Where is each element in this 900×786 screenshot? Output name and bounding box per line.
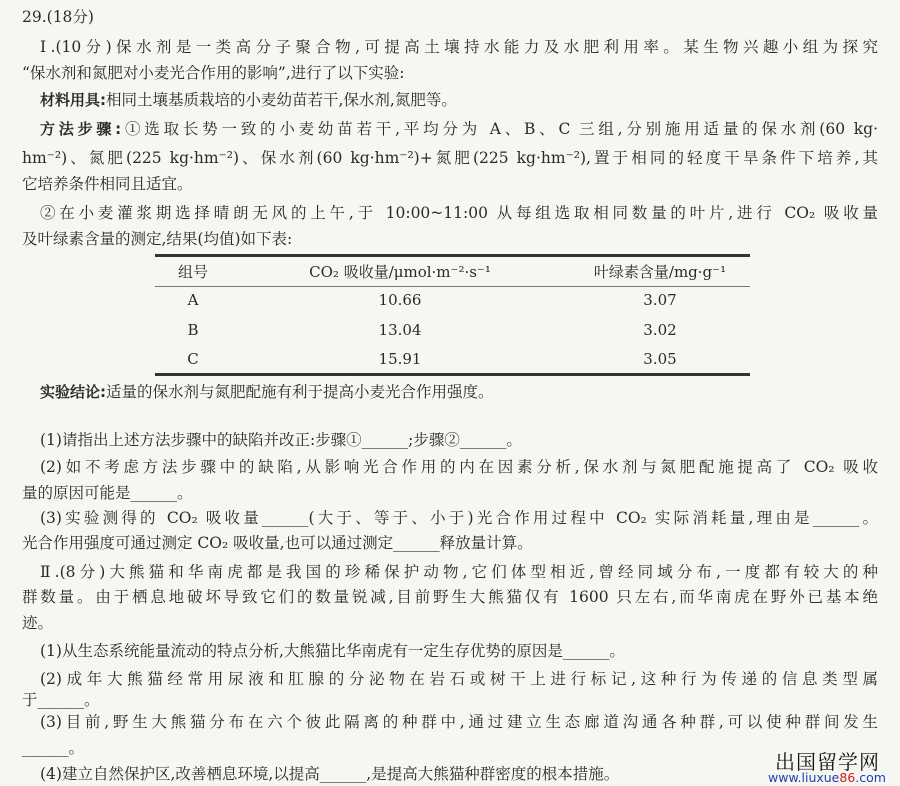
table-cell: 15.91: [378, 350, 422, 368]
part1-intro-cont: “保水剂和氮肥对小麦光合作用的影响”,进行了以下实验:: [22, 64, 405, 82]
table-cell: 13.04: [378, 321, 422, 339]
method-step2-cont: 及叶绿素含量的测定,结果(均值)如下表:: [22, 230, 293, 248]
part1-question-3-cont: 光合作用强度可通过测定 CO₂ 吸收量,也可以通过测定______释放量计算。: [22, 534, 533, 552]
table-header: 组号: [177, 263, 209, 281]
method-label: 方法步骤:: [40, 120, 122, 138]
table-top-rule: [155, 254, 750, 257]
table-cell: 10.66: [378, 291, 422, 309]
watermark-url-c: .com: [855, 770, 886, 785]
part1-question-2-cont: 量的原因可能是______。: [22, 484, 193, 502]
materials-label: 材料用具:: [40, 91, 106, 109]
materials-text: 相同土壤基质栽培的小麦幼苗若干,保水剂,氮肥等。: [106, 91, 457, 109]
part2-question-2-cont: 于______。: [22, 691, 100, 709]
method-step1-cont: hm⁻²)、氮肥(225 kg·hm⁻²)、保水剂(60 kg·hm⁻²)+氮肥(225 kg·hm⁻²),置于相同的轻度干旱条件下培养,其: [22, 149, 878, 167]
table-cell: A: [187, 291, 199, 309]
table-cell: 3.05: [643, 350, 677, 368]
watermark-url-b: 86: [839, 770, 856, 785]
table-cell: B: [187, 321, 199, 339]
method-step1-end: 它培养条件相同且适宜。: [22, 175, 193, 193]
method-text: ①选取长势一致的小麦幼苗若干,平均分为 A、B、C 三组,分别施用适量的保水剂(60 kg·: [121, 120, 878, 138]
table-cell: 3.02: [643, 321, 677, 339]
part2-question-3-cont: ______。: [22, 739, 85, 757]
table-cell: 3.07: [643, 291, 677, 309]
part1-question-3: (3)实验测得的 CO₂ 吸收量______(大于、等于、小于)光合作用过程中 CO₂ 实际消耗量,理由是______。: [40, 509, 878, 527]
watermark-url: [768, 770, 886, 785]
method-step1: [40, 118, 878, 140]
part1-intro: Ⅰ.(10分)保水剂是一类高分子聚合物,可提高土壤持水能力及水肥利用率。某生物兴趣小组为探究: [40, 38, 878, 56]
method-step2: ②在小麦灌浆期选择晴朗无风的上午,于 10:00~11:00 从每组选取相同数量的叶片,进行 CO₂ 吸收量: [40, 204, 878, 222]
results-table: [155, 254, 750, 376]
conclusion-text: 适量的保水剂与氮肥配施有利于提高小麦光合作用强度。: [106, 383, 494, 401]
part1-question-2: (2)如不考虑方法步骤中的缺陷,从影响光合作用的内在因素分析,保水剂与氮肥配施提高了 CO₂ 吸收: [40, 458, 878, 476]
table-cell: C: [187, 350, 199, 368]
part2-question-3: (3)目前,野生大熊猫分布在六个彼此隔离的种群中,通过建立生态廊道沟通各种群,可以使种群间发生: [40, 713, 878, 731]
part2-question-1: (1)从生态系统能量流动的特点分析,大熊猫比华南虎有一定生存优势的原因是______。: [40, 642, 625, 660]
table-bottom-rule: [155, 373, 750, 376]
conclusion: [40, 381, 494, 403]
watermark-url-a: www.liuxue: [768, 770, 840, 785]
part2-intro-cont: 群数量。由于栖息地破坏导致它们的数量锐减,目前野生大熊猫仅有 1600 只左右,而华南虎在野外已基本绝: [22, 588, 878, 606]
conclusion-label: 实验结论:: [40, 383, 106, 401]
question-number: 29.(18分): [22, 8, 94, 26]
table-header: CO₂ 吸收量/μmol·m⁻²·s⁻¹: [309, 263, 491, 281]
watermark-logo: 出国留学网: [775, 750, 880, 774]
part2-intro: Ⅱ.(8分)大熊猫和华南虎都是我国的珍稀保护动物,它们体型相近,曾经同域分布,一度都有较大的种: [40, 563, 878, 581]
part2-question-2: (2)成年大熊猫经常用尿液和肛腺的分泌物在岩石或树干上进行标记,这种行为传递的信息类型属: [40, 670, 878, 688]
part2-question-4: (4)建立自然保护区,改善栖息环境,以提高______,是提高大熊猫种群密度的根本措施。: [40, 765, 620, 783]
table-header-rule: [155, 286, 750, 287]
part1-question-1: (1)请指出上述方法步骤中的缺陷并改正:步骤①______;步骤②______。: [40, 431, 522, 449]
table-header: 叶绿素含量/mg·g⁻¹: [593, 263, 727, 281]
materials: [40, 89, 457, 111]
part2-intro-end: 迹。: [22, 614, 54, 632]
